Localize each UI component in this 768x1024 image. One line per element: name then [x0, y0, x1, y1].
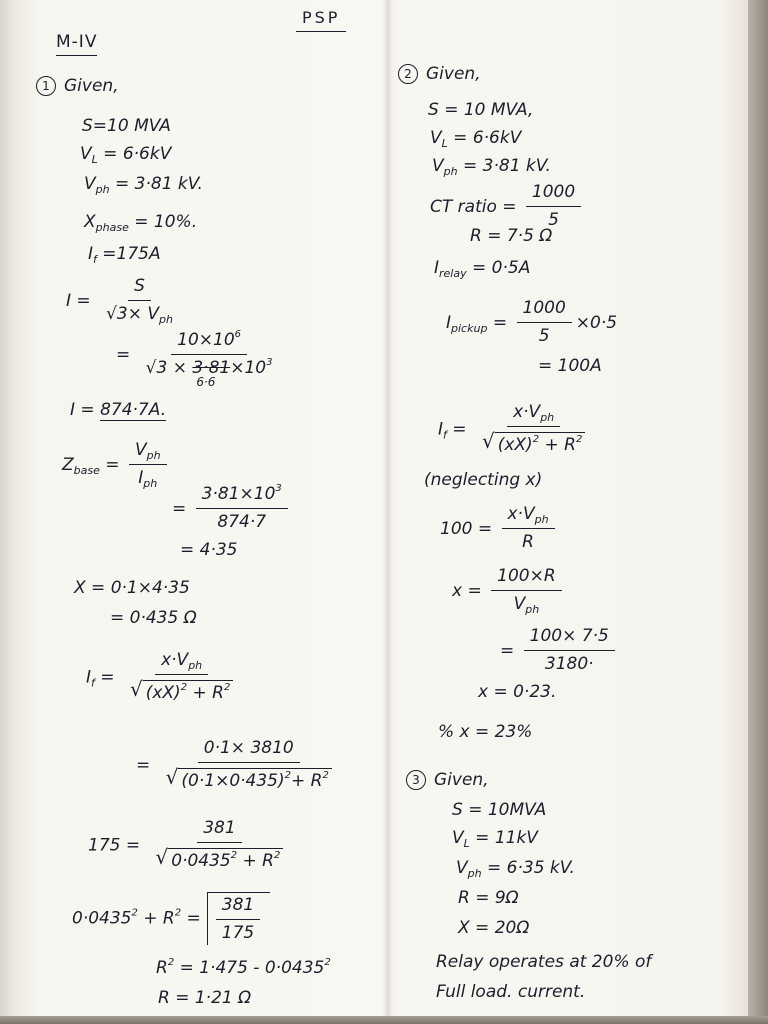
q3-phase-voltage [456, 858, 575, 879]
exponent: 2 [284, 770, 291, 782]
numerator [155, 650, 208, 675]
value: = 6·35 kV. [481, 858, 575, 878]
numerator: 100×R [491, 566, 562, 591]
subscript: phase [95, 221, 129, 234]
equals: = [116, 344, 136, 365]
fraction [524, 626, 615, 676]
symbol: I [438, 419, 444, 440]
numerator-text: 3·81×10 [201, 484, 276, 504]
denominator [476, 427, 591, 456]
q2-heading [398, 64, 481, 85]
symbol: I [446, 312, 452, 333]
value: = 3·81 kV. [457, 156, 551, 176]
q1-current-formula [66, 276, 183, 326]
denominator-text: √3× V [106, 304, 160, 325]
radicand [168, 848, 283, 872]
multiplier: ×0·5 [575, 312, 618, 333]
fraction [129, 440, 167, 490]
q1-equation-r-squared [72, 892, 270, 945]
denominator-tail: ×10 [230, 358, 267, 379]
q2-x-percent: % x = 23% [438, 722, 533, 742]
numerator: 1000 [517, 298, 572, 323]
q1-resistance-result: R = 1·21 Ω [158, 988, 252, 1008]
value: = 3·81 kV. [109, 174, 203, 194]
q3-line-voltage [452, 828, 538, 849]
subscript: ph [146, 449, 161, 462]
q2-pickup-result: = 100A [538, 356, 602, 376]
denominator [124, 675, 239, 704]
value: = 10%. [128, 212, 198, 232]
symbol: V [432, 156, 444, 176]
q2-x-substitution [500, 626, 619, 676]
equals: = [500, 640, 520, 661]
denominator: 175 [221, 923, 255, 944]
subscript: relay [439, 267, 467, 280]
lhs: 100 = [440, 518, 498, 539]
radicand [495, 432, 586, 456]
equals: = [120, 835, 146, 856]
sqrt-sign: √ [155, 845, 169, 870]
q2-note: (neglecting x) [424, 470, 543, 490]
page-edge-shadow-bottom [0, 1016, 768, 1024]
q2-pickup-current [446, 298, 617, 348]
fraction [491, 566, 562, 616]
numerator: 100× 7·5 [524, 626, 615, 651]
subscript: ph [95, 183, 110, 196]
value: = 0·5A [466, 258, 531, 278]
q1-apparent-power: S=10 MVA [82, 116, 171, 136]
fraction [526, 182, 581, 232]
term: (xX) [497, 435, 533, 456]
q1-fault-current-formula [86, 650, 243, 705]
denominator: 5 [538, 326, 550, 347]
radical [156, 846, 284, 872]
q1-given-label: Given, [64, 76, 119, 96]
q2-fault-current-formula [438, 402, 595, 457]
numerator: 381 [197, 818, 241, 843]
q2-x-formula [452, 566, 566, 616]
exponent: 2 [324, 957, 331, 968]
subscript: f [93, 253, 97, 266]
q2-relay-current [434, 258, 530, 279]
term: R [156, 958, 168, 978]
module-label: M-IV [56, 32, 97, 56]
radical [482, 430, 585, 456]
symbol: I [88, 244, 94, 264]
page-fold [384, 0, 392, 1016]
q1-phase-voltage [84, 174, 203, 195]
subscript: ph [188, 659, 203, 672]
equals: = [136, 755, 156, 776]
subscript: ph [467, 867, 482, 880]
subscript: L [91, 153, 98, 166]
result-value: 874·7A. [100, 400, 167, 420]
symbol: X [84, 212, 96, 232]
symbol: I [86, 667, 92, 688]
q2-relay-resistance: R = 7·5 Ω [470, 226, 553, 246]
fraction [476, 402, 591, 457]
numerator-text: x·V [161, 650, 189, 670]
exponent: 2 [274, 850, 281, 862]
denominator [150, 843, 290, 872]
symbol: V [80, 144, 92, 164]
q1-reactance-result: = 0·435 Ω [110, 608, 197, 628]
q1-heading [36, 76, 119, 97]
q1-current-substitution [116, 329, 282, 390]
fraction [100, 276, 179, 326]
value: = 6·6kV [97, 144, 172, 164]
fraction [140, 329, 279, 390]
exponent: 3 [275, 483, 282, 494]
denominator [160, 763, 338, 792]
exponent: 6 [234, 329, 242, 340]
symbol: V [430, 128, 442, 148]
subscript: ph [143, 477, 158, 491]
exponent: 2 [223, 682, 231, 694]
fraction [216, 895, 260, 945]
q1-base-impedance [62, 440, 171, 490]
subscript: ph [159, 313, 173, 327]
lhs: I = [70, 400, 101, 420]
sqrt-sign: √ [165, 765, 179, 790]
correction: 6·6 [196, 375, 216, 390]
q3-number: 3 [406, 770, 426, 790]
q1-fault-current-substitution [136, 738, 342, 793]
denominator: 874·7 [217, 512, 267, 533]
term: = 1·475 - 0·0435 [174, 958, 325, 978]
equals: = [487, 312, 513, 333]
fraction [196, 484, 288, 534]
numerator-text: V [134, 440, 147, 460]
term: 0·0435 [171, 851, 231, 872]
equals: = [446, 419, 472, 440]
symbol: Z [62, 454, 74, 475]
subscript: L [463, 837, 470, 850]
q2-x-result: x = 0·23. [478, 682, 557, 702]
exponent: 2 [131, 907, 138, 919]
q1-base-impedance-substitution [172, 484, 292, 534]
q2-equation-100 [440, 504, 559, 554]
equals: = [172, 498, 192, 519]
denominator: 3180· [544, 654, 594, 675]
q1-phase-reactance [84, 212, 197, 233]
fraction [502, 504, 555, 554]
q2-ct-ratio [430, 182, 585, 232]
term: (xX) [145, 683, 181, 704]
lhs: CT ratio = [430, 196, 522, 217]
denominator-text: I [138, 468, 144, 489]
subscript: base [73, 463, 100, 477]
q2-apparent-power: S = 10 MVA, [428, 100, 534, 120]
exponent: 2 [174, 907, 182, 919]
denominator-text: √3 × [145, 358, 193, 379]
page-edge-shadow-right [748, 0, 768, 1024]
denominator [140, 355, 279, 390]
numerator: 381 [216, 895, 260, 920]
term: (0·1×0·435) [181, 771, 285, 792]
numerator-text: 10×10 [177, 330, 235, 350]
equals: = [181, 908, 201, 929]
fraction [124, 650, 239, 705]
numerator [196, 484, 288, 509]
radicand [143, 680, 234, 704]
denominator [100, 301, 179, 325]
q2-line-voltage [430, 128, 521, 149]
exponent: 2 [180, 682, 188, 694]
q1-line-voltage [80, 144, 171, 165]
sqrt-sign: √ [129, 677, 143, 702]
q3-resistance: R = 9Ω [458, 888, 519, 908]
subscript: ph [540, 411, 555, 424]
value: = 11kV [469, 828, 538, 848]
subscript: ph [443, 165, 458, 178]
numerator: 0·1× 3810 [198, 738, 300, 763]
numerator [507, 402, 560, 427]
numerator [129, 440, 167, 465]
fraction [160, 738, 338, 793]
exponent: 2 [167, 957, 175, 968]
term: 0·0435 [72, 908, 132, 929]
q3-note-line-1: Relay operates at 20% of [436, 952, 652, 972]
subscript: pickup [451, 321, 488, 335]
q1-current-result [70, 400, 166, 421]
term: + R [187, 683, 224, 704]
numerator [502, 504, 555, 529]
q1-base-impedance-result: = 4·35 [180, 540, 238, 560]
page-title: PSP [296, 8, 346, 32]
lhs: 175 [88, 835, 121, 856]
q1-fault-current [88, 244, 161, 265]
exponent: 3 [266, 357, 273, 369]
sqrt-sign: √ [481, 429, 495, 454]
numerator: S [128, 276, 151, 301]
q1-number: 1 [36, 76, 56, 96]
value: = 6·6kV [447, 128, 522, 148]
q3-reactance: X = 20Ω [458, 918, 530, 938]
exponent: 2 [322, 770, 329, 782]
term: + R [137, 908, 175, 929]
numerator [171, 330, 247, 355]
lhs: x = [452, 580, 488, 601]
denominator: R [522, 532, 534, 553]
q1-reactance-calc: X = 0·1×4·35 [74, 578, 190, 598]
value: =175A [96, 244, 161, 264]
denominator: 5 [548, 210, 559, 231]
exponent: 2 [230, 850, 238, 862]
term: + R [291, 771, 323, 792]
subscript: L [441, 137, 448, 150]
fraction [150, 818, 290, 873]
equals: = [99, 454, 125, 475]
subscript: ph [534, 513, 549, 526]
q2-given-label: Given, [426, 64, 481, 84]
term: + R [539, 435, 576, 456]
symbol: V [456, 858, 468, 878]
fraction [517, 298, 572, 348]
struck-text: 3·81 [192, 358, 231, 379]
struck-value [192, 358, 231, 390]
q1-equation-175 [88, 818, 293, 873]
numerator: 1000 [526, 182, 581, 207]
lhs: I = [66, 290, 97, 311]
exponent: 2 [575, 434, 583, 446]
subscript: f [443, 428, 447, 442]
bracket [207, 892, 270, 945]
denominator-text: V [513, 594, 526, 615]
equals: = [94, 667, 120, 688]
q3-given-label: Given, [434, 770, 489, 790]
symbol: V [84, 174, 96, 194]
denominator [508, 591, 546, 615]
q2-number: 2 [398, 64, 418, 84]
radicand [178, 768, 331, 792]
symbol: V [452, 828, 464, 848]
radical [166, 766, 332, 792]
subscript: f [91, 676, 95, 690]
radical [130, 678, 233, 704]
numerator-text: x·V [513, 402, 541, 422]
q3-apparent-power: S = 10MVA [452, 800, 547, 820]
subscript: ph [525, 603, 540, 617]
numerator-text: x·V [507, 504, 535, 524]
q1-r-squared-result [156, 958, 331, 979]
exponent: 2 [532, 434, 540, 446]
denominator [132, 465, 163, 489]
term: + R [237, 851, 274, 872]
q3-note-line-2: Full load. current. [436, 982, 586, 1002]
symbol: I [434, 258, 440, 278]
q3-heading [406, 770, 489, 791]
q2-phase-voltage [432, 156, 551, 177]
